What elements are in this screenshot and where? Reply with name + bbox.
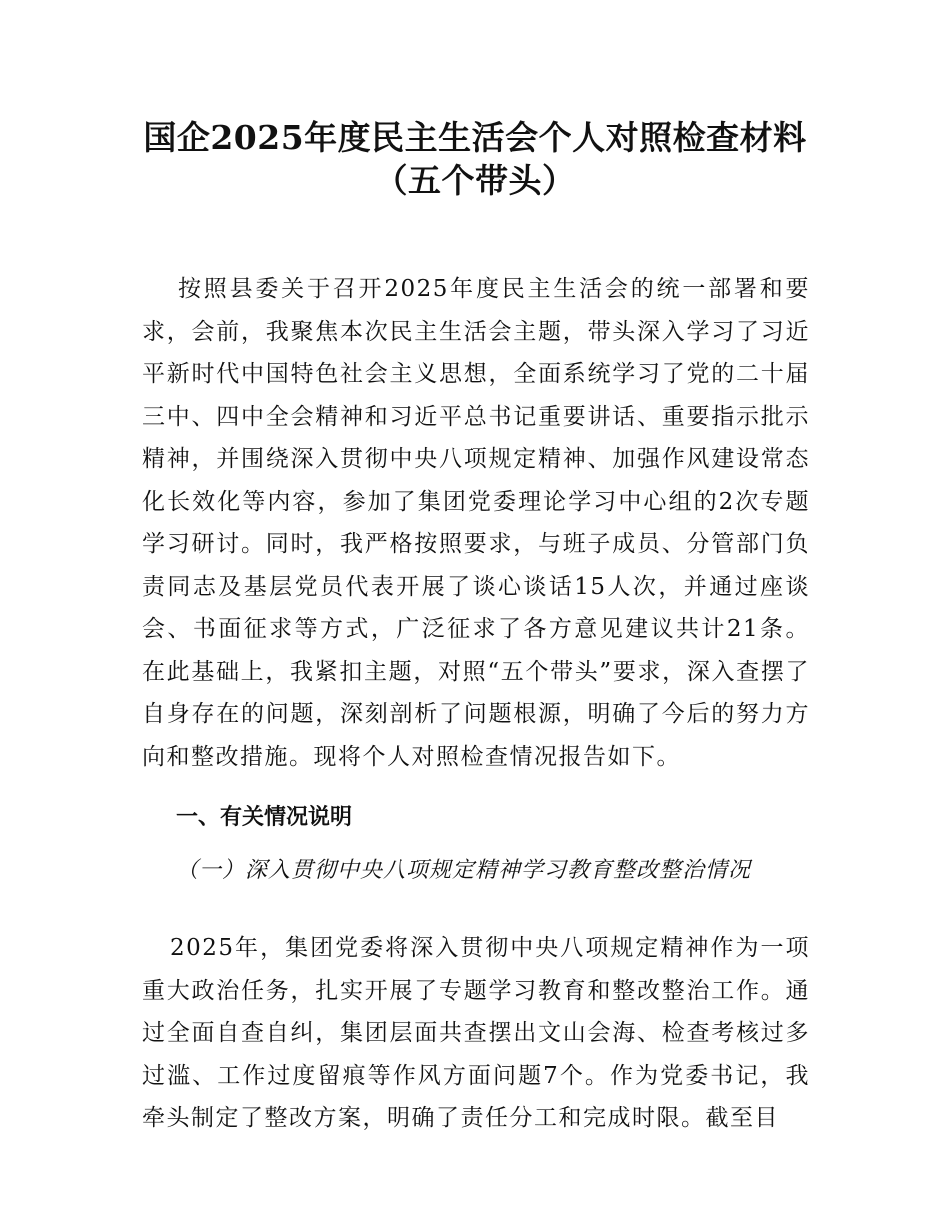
subsection-heading: （一）深入贯彻中央八项规定精神学习教育整改整治情况 xyxy=(176,858,752,883)
body-paragraph: 2025年，集团党委将深入贯彻中央八项规定精神作为一项重大政治任务，扎实开展了专题学习教育和整改整治工作。通过全面自查自纠，集团层面共查摆出文山会海、检查考核过多过滥、工作过度留痕等作风方面问题7个。作为党委书记，我牵头制定了整改方案，明确了责任分工和完成时限。截至目 xyxy=(142,935,810,1131)
document-subtitle: （五个带头） xyxy=(374,161,576,200)
document-title: 国企2025年度民主生活会个人对照检查材料 xyxy=(143,118,807,157)
intro-paragraph: 按照县委关于召开2025年度民主生活会的统一部署和要求，会前，我聚焦本次民主生活会主题，带头深入学习了习近平新时代中国特色社会主义思想，全面系统学习了党的二十届三中、四中全会精神和习近平总书记重要讲话、重要指示批示精神，并围绕深入贯彻中央八项规定精神、加强作风建设常态化长效化等内容，参加了集团党委理论学习中心组的2次专题学习研讨。同时，我严格按照要求，与班子成员、分管部门负责同志及基层党员代表开展了谈心谈话15人次，并通过座谈会、书面征求等方式，广泛征求了各方意见建议共计21条。在此基础上，我紧扣主题，对照“五个带头”要求，深入查摆了自身存在的问题，深刻剖析了问题根源，明确了今后的努力方向和整改措施。现将个人对照检查情况报告如下。 xyxy=(142,276,810,770)
section-heading: 一、有关情况说明 xyxy=(176,805,353,830)
